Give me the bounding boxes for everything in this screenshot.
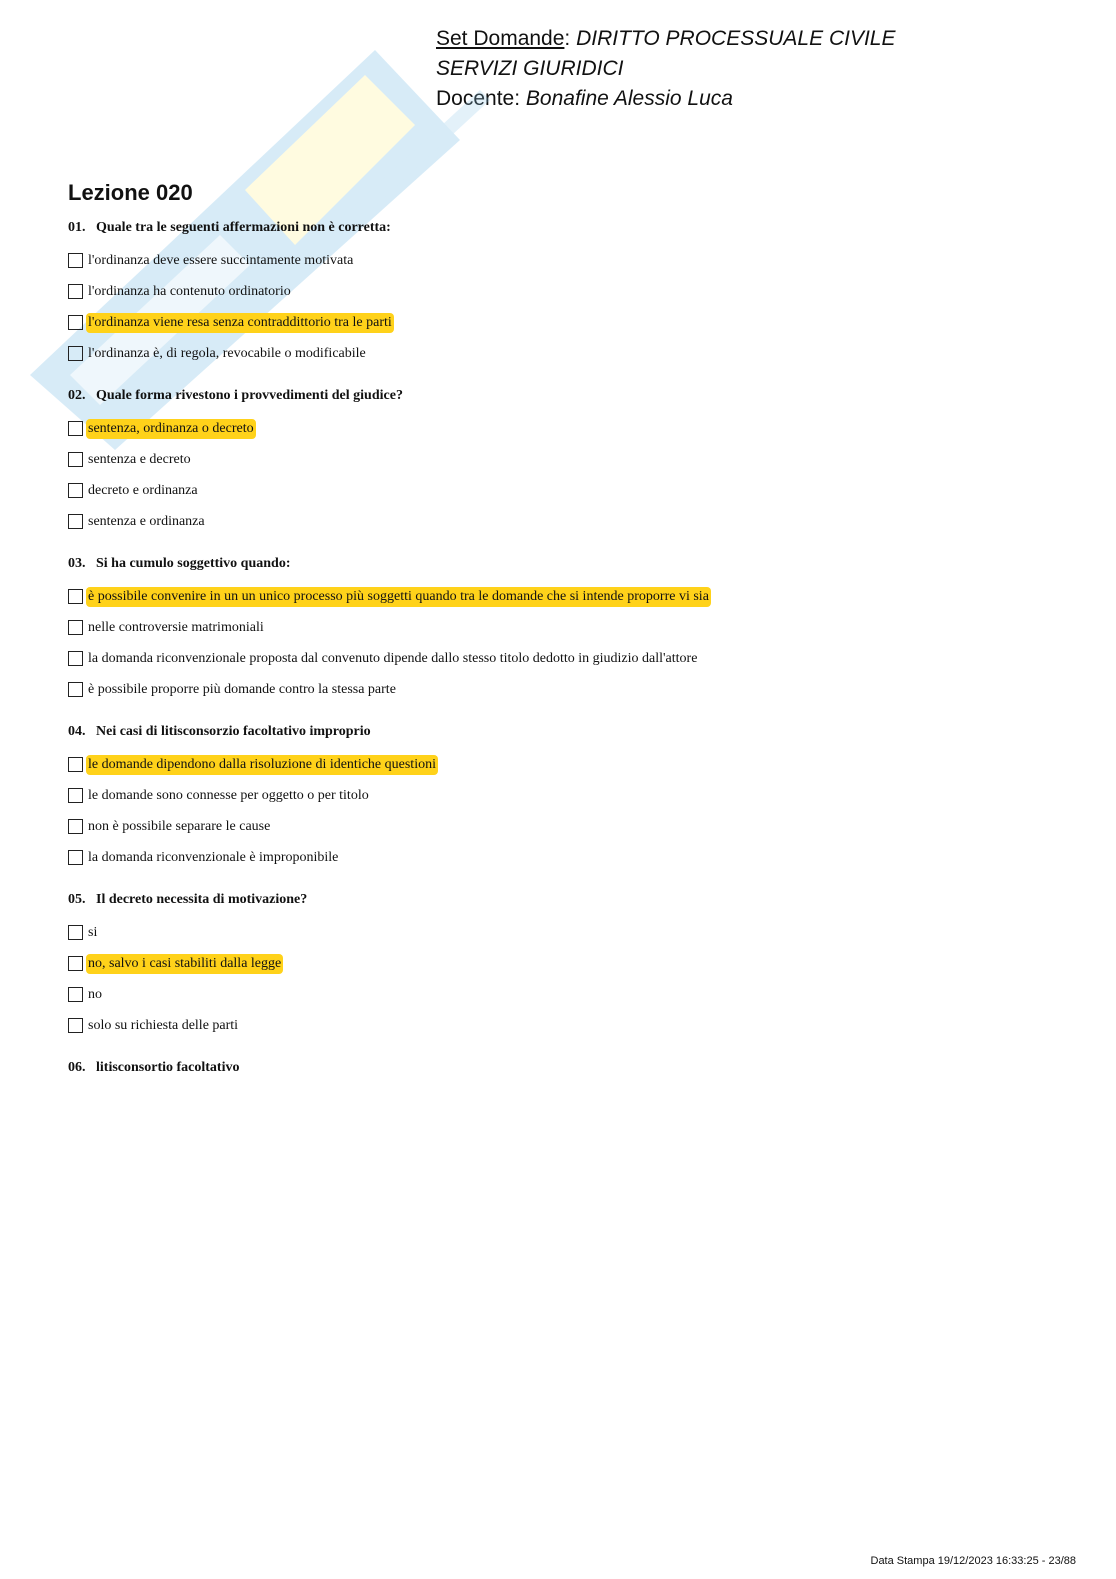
answer-text: nelle controversie matrimoniali bbox=[88, 619, 264, 635]
answer-checkbox[interactable] bbox=[68, 925, 83, 940]
answer-checkbox[interactable] bbox=[68, 421, 83, 436]
header-line-teacher bbox=[436, 84, 895, 114]
question-label: litisconsortio facoltativo bbox=[96, 1060, 240, 1075]
answer-text-highlighted: l'ordinanza viene resa senza contraddittorio tra le parti bbox=[86, 313, 394, 333]
answer-text-highlighted: le domande dipendono dalla risoluzione di identiche questioni bbox=[86, 755, 438, 775]
question-text bbox=[68, 215, 1068, 241]
answer-checkbox[interactable] bbox=[68, 819, 83, 834]
answer-checkbox[interactable] bbox=[68, 452, 83, 467]
answer-checkbox[interactable] bbox=[68, 987, 83, 1002]
question-number: 02. bbox=[68, 388, 86, 403]
question-label: Quale forma rivestono i provvedimenti del giudice? bbox=[96, 388, 403, 403]
question-block bbox=[68, 551, 1068, 705]
question-number: 05. bbox=[68, 892, 86, 907]
header-line-program bbox=[436, 54, 895, 84]
question-text bbox=[68, 887, 1068, 913]
question-text bbox=[68, 719, 1068, 745]
answer-checkbox[interactable] bbox=[68, 589, 83, 604]
answer-checkbox[interactable] bbox=[68, 850, 83, 865]
answer-option[interactable] bbox=[68, 811, 1068, 842]
answer-text: la domanda riconvenzionale proposta dal convenuto dipende dallo stesso titolo dedotto in giudizio dall'attore bbox=[88, 650, 698, 666]
answer-option[interactable] bbox=[68, 979, 1068, 1010]
answer-option[interactable] bbox=[68, 1010, 1068, 1041]
course-name: DIRITTO PROCESSUALE CIVILE bbox=[576, 27, 896, 50]
answer-text: no bbox=[88, 986, 102, 1002]
answer-option[interactable] bbox=[68, 245, 1068, 276]
question-block bbox=[68, 383, 1068, 537]
answer-checkbox[interactable] bbox=[68, 956, 83, 971]
question-list bbox=[68, 215, 1068, 1095]
question-text bbox=[68, 1055, 1068, 1081]
program-name: SERVIZI GIURIDICI bbox=[436, 57, 624, 80]
question-number: 04. bbox=[68, 724, 86, 739]
answer-checkbox[interactable] bbox=[68, 757, 83, 772]
answer-text-highlighted: è possibile convenire in un un unico processo più soggetti quando tra le domande che si intende proporre vi sia bbox=[86, 587, 711, 607]
answer-option[interactable] bbox=[68, 338, 1068, 369]
answer-option[interactable] bbox=[68, 674, 1068, 705]
answer-option[interactable] bbox=[68, 444, 1068, 475]
answer-checkbox[interactable] bbox=[68, 346, 83, 361]
question-label: Nei casi di litisconsorzio facoltativo improprio bbox=[96, 724, 371, 739]
answer-text-highlighted: no, salvo i casi stabiliti dalla legge bbox=[86, 954, 283, 974]
answer-option[interactable] bbox=[68, 506, 1068, 537]
print-date-footer: Data Stampa 19/12/2023 16:33:25 - 23/88 bbox=[870, 1555, 1076, 1567]
teacher-name: Bonafine Alessio Luca bbox=[525, 87, 733, 110]
question-block bbox=[68, 215, 1068, 369]
answer-checkbox[interactable] bbox=[68, 620, 83, 635]
answer-text: la domanda riconvenzionale è improponibile bbox=[88, 849, 339, 865]
answer-text-highlighted: sentenza, ordinanza o decreto bbox=[86, 419, 256, 439]
question-block bbox=[68, 887, 1068, 1041]
answer-option[interactable] bbox=[68, 475, 1068, 506]
set-label: Set Domande bbox=[436, 27, 565, 50]
answer-option[interactable] bbox=[68, 842, 1068, 873]
answer-checkbox[interactable] bbox=[68, 483, 83, 498]
question-text bbox=[68, 383, 1068, 409]
answer-text: è possibile proporre più domande contro la stessa parte bbox=[88, 681, 396, 697]
question-block bbox=[68, 1055, 1068, 1081]
set-colon: : bbox=[564, 27, 571, 50]
question-number: 03. bbox=[68, 556, 86, 571]
header-line-course bbox=[436, 24, 895, 54]
document-header bbox=[436, 24, 895, 114]
answer-checkbox[interactable] bbox=[68, 682, 83, 697]
answer-text: le domande sono connesse per oggetto o per titolo bbox=[88, 787, 369, 803]
answer-option[interactable] bbox=[68, 917, 1068, 948]
answer-checkbox[interactable] bbox=[68, 315, 83, 330]
answer-option[interactable] bbox=[68, 643, 1068, 674]
answer-text: non è possibile separare le cause bbox=[88, 818, 271, 834]
answer-text: sentenza e ordinanza bbox=[88, 513, 205, 529]
question-text bbox=[68, 551, 1068, 577]
question-label: Quale tra le seguenti affermazioni non è corretta: bbox=[96, 220, 391, 235]
answer-text: si bbox=[88, 924, 98, 940]
answer-option[interactable] bbox=[68, 307, 1068, 338]
answer-option[interactable] bbox=[68, 948, 1068, 979]
answer-text: l'ordinanza ha contenuto ordinatorio bbox=[88, 283, 291, 299]
question-number: 06. bbox=[68, 1060, 86, 1075]
answer-option[interactable] bbox=[68, 581, 1068, 612]
answer-option[interactable] bbox=[68, 780, 1068, 811]
answer-checkbox[interactable] bbox=[68, 1018, 83, 1033]
answer-text: sentenza e decreto bbox=[88, 451, 191, 467]
answer-text: l'ordinanza è, di regola, revocabile o modificabile bbox=[88, 345, 366, 361]
question-block bbox=[68, 719, 1068, 873]
answer-text: solo su richiesta delle parti bbox=[88, 1017, 239, 1033]
answer-option[interactable] bbox=[68, 413, 1068, 444]
answer-checkbox[interactable] bbox=[68, 253, 83, 268]
question-number: 01. bbox=[68, 220, 86, 235]
question-label: Il decreto necessita di motivazione? bbox=[96, 892, 308, 907]
answer-option[interactable] bbox=[68, 276, 1068, 307]
answer-checkbox[interactable] bbox=[68, 651, 83, 666]
answer-text: l'ordinanza deve essere succintamente motivata bbox=[88, 252, 354, 268]
answer-checkbox[interactable] bbox=[68, 514, 83, 529]
question-label: Si ha cumulo soggettivo quando: bbox=[96, 556, 291, 571]
lesson-title: Lezione 020 bbox=[68, 180, 193, 205]
answer-option[interactable] bbox=[68, 612, 1068, 643]
answer-option[interactable] bbox=[68, 749, 1068, 780]
answer-checkbox[interactable] bbox=[68, 788, 83, 803]
answer-text: decreto e ordinanza bbox=[88, 482, 198, 498]
answer-checkbox[interactable] bbox=[68, 284, 83, 299]
teacher-label: Docente: bbox=[436, 87, 521, 110]
